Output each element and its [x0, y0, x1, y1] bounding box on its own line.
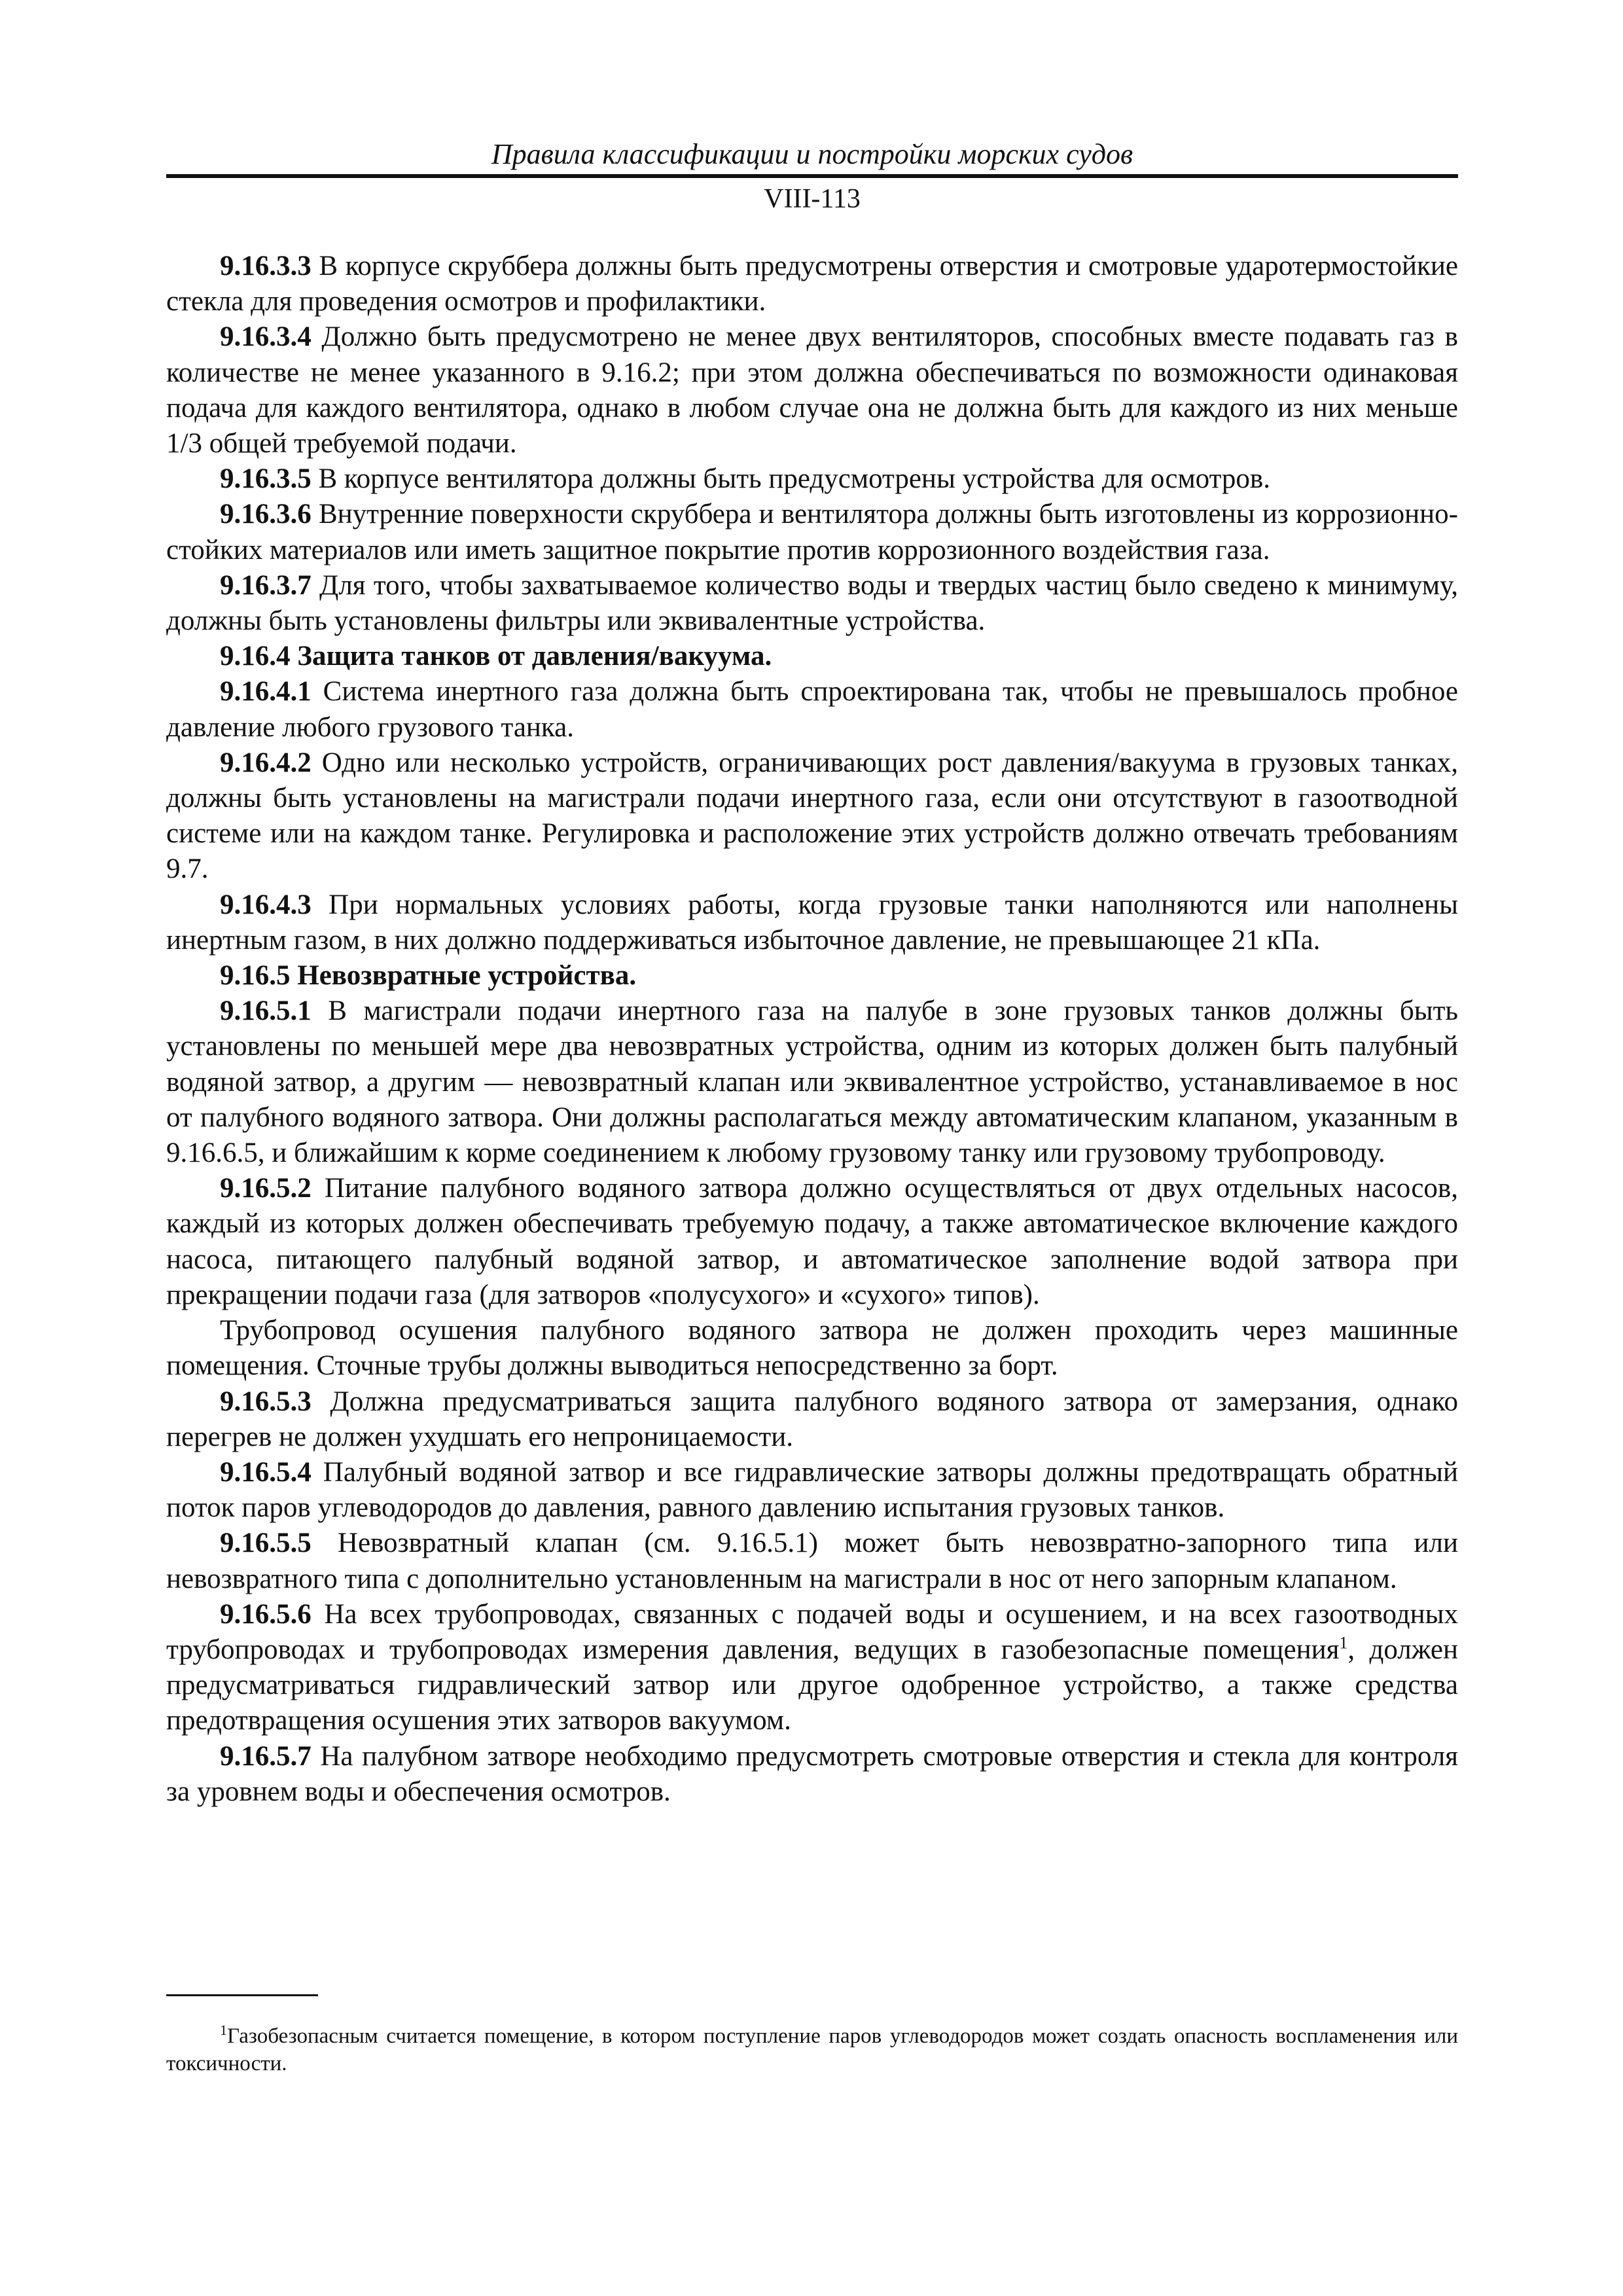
clause-number: 9.16.5.3 — [220, 1386, 312, 1417]
paragraph-text: Должно быть предусмотрено не менее двух вентиляторов, способных вместе подавать газ в количестве не менее указанного в 9.16.2; при этом должна обеспечиваться по возможности одинаковая подача для каждого вентилятора, однако в любом случае она не должна быть для каждого из них меньше 1/3 общей требуемой подачи. — [166, 321, 1458, 459]
paragraph-text: Одно или несколько устройств, ограничивающих рост давления/вакуума в грузовых танках, должны быть установлены на магистрали подачи инертного газа, если они отсутствуют в газоотводной системе или на каждом танке. Регулировка и расположение этих устройств должно отвечать требованиям 9.7. — [166, 747, 1458, 885]
running-header: Правила классификации и постройки морских судов — [491, 138, 1133, 170]
header-rule — [166, 174, 1458, 178]
paragraph-text: Трубопровод осушения палубного водяного затвора не должен проходить через машинные помещения. Сточные трубы должны выводиться непосредственно за борт. — [166, 1315, 1458, 1382]
clause-number: 9.16.5.4 — [220, 1456, 312, 1488]
paragraph — [166, 1597, 1458, 1739]
paragraph — [166, 1739, 1458, 1810]
footnote-reference[interactable]: 1 — [1339, 1633, 1348, 1653]
page-number: VIII-113 — [764, 184, 861, 214]
paragraph-text: Палубный водяной затвор и все гидравлические затворы должны предотвращать обратный поток паров углеводородов до давления, равного давлению испытания грузовых танков. — [166, 1456, 1458, 1524]
clause-number: 9.16.4.2 — [220, 747, 312, 778]
clause-number: 9.16.5.2 — [220, 1173, 312, 1204]
paragraph — [166, 888, 1458, 958]
paragraph-text: Должна предусматриваться защита палубного водяного затвора от замерзания, однако перегрев не должен ухудшать его непроницаемости. — [166, 1386, 1458, 1452]
paragraph-text: В корпусе скруббера должны быть предусмотрены отверстия и смотровые ударотермостойкие стекла для проведения осмотров и профилактики. — [166, 251, 1458, 317]
clause-number: 9.16.3.5 — [220, 463, 312, 495]
footnote-text: Газобезопасным считается помещение, в котором поступление паров углеводородов может создать опасность воспламенения или токсичности. — [166, 2024, 1458, 2075]
paragraph-text: В корпусе вентилятора должны быть предусмотрены устройства для осмотров. — [311, 463, 1270, 495]
paragraph-text-continued: , должен предусматриваться гидравлический затвор или другое одобренное устройство, а также средства предотвращения осушения этих затворов вакуумом. — [166, 1634, 1458, 1736]
paragraph — [166, 1313, 1458, 1384]
paragraph — [166, 1171, 1458, 1313]
clause-number: 9.16.5.6 — [220, 1598, 312, 1630]
paragraph — [166, 1526, 1458, 1596]
paragraph — [166, 568, 1458, 639]
body-text — [166, 249, 1458, 1810]
paragraph — [166, 745, 1458, 888]
paragraph-text: На палубном затворе необходимо предусмотреть смотровые отверстия и стекла для контроля за уровнем воды и обеспечения осмотров. — [166, 1740, 1458, 1807]
clause-number: 9.16.5.5 — [220, 1528, 312, 1559]
paragraph — [166, 497, 1458, 567]
footnote — [166, 2022, 1458, 2077]
clause-number: 9.16.5.7 — [220, 1740, 312, 1772]
paragraph — [166, 249, 1458, 319]
paragraph — [166, 1384, 1458, 1455]
paragraph-text: Невозвратный клапан (см. 9.16.5.1) может быть невозвратно-запорного типа или невозвратного типа с дополнительно установленным на магистрали в нос от него запорным клапаном. — [166, 1528, 1458, 1594]
paragraph — [166, 461, 1458, 497]
clause-number: 9.16.5.1 — [220, 996, 312, 1027]
paragraph — [166, 319, 1458, 461]
clause-number: 9.16.3.4 — [220, 321, 312, 353]
paragraph-text: Питание палубного водяного затвора должно осуществляться от двух отдельных насосов, каждый из которых должен обеспечивать требуемую подачу, а также автоматическое включение каждого насоса, питающего палубный водяной затвор, и автоматическое заполнение водой затвора при прекращении подачи газа (для затворов «полусухого» и «сухого» типов). — [166, 1173, 1458, 1310]
paragraph-text: Внутренние поверхности скруббера и вентилятора должны быть изготовлены из коррозионно-стойких материалов или иметь защитное покрытие против коррозионного воздействия газа. — [166, 499, 1458, 565]
paragraph — [166, 994, 1458, 1171]
clause-number: 9.16.4.1 — [220, 676, 312, 708]
paragraph-text: В магистрали подачи инертного газа на палубе в зоне грузовых танков должны быть установлены по меньшей мере два невозвратных устройства, одним из которых должен быть палубный водяной затвор, а другим — невозвратный клапан или эквивалентное устройство, устанавливаемое в нос от палубного водяного затвора. Они должны располагаться между автоматическим клапаном, указанным в 9.16.6.5, и ближайшим к корме соединением к любому грузовому танку или грузовому трубопроводу. — [166, 996, 1458, 1169]
paragraph-text: На всех трубопроводах, связанных с подачей воды и осушением, и на всех газоотводных трубопроводах и трубопроводах измерения давления, ведущих в газобезопасные помещения — [166, 1598, 1458, 1665]
clause-number: 9.16.4.3 — [220, 889, 312, 920]
paragraph — [166, 674, 1458, 745]
paragraph-text: При нормальных условиях работы, когда грузовые танки наполняются или наполнены инертным газом, в них должно поддерживаться избыточное давление, не превышающее 21 кПа. — [166, 889, 1458, 956]
paragraph — [166, 1455, 1458, 1526]
clause-number: 9.16.3.7 — [220, 569, 312, 601]
footnote-separator — [166, 1994, 318, 1996]
clause-number: 9.16.3.6 — [220, 499, 312, 530]
document-page — [166, 137, 1458, 1810]
clause-number: 9.16.3.3 — [220, 251, 312, 281]
section-heading: 9.16.5 Невозвратные устройства. — [220, 960, 637, 992]
footnote-mark: 1 — [220, 2022, 227, 2038]
section-heading: 9.16.4 Защита танков от давления/вакуума. — [220, 641, 772, 672]
paragraph-text: Система инертного газа должна быть спроектирована так, чтобы не превышалось пробное давление любого грузового танка. — [166, 676, 1458, 743]
paragraph-text: Для того, чтобы захватываемое количество воды и твердых частиц было сведено к минимуму, должны быть установлены фильтры или эквивалентные устройства. — [166, 569, 1458, 637]
